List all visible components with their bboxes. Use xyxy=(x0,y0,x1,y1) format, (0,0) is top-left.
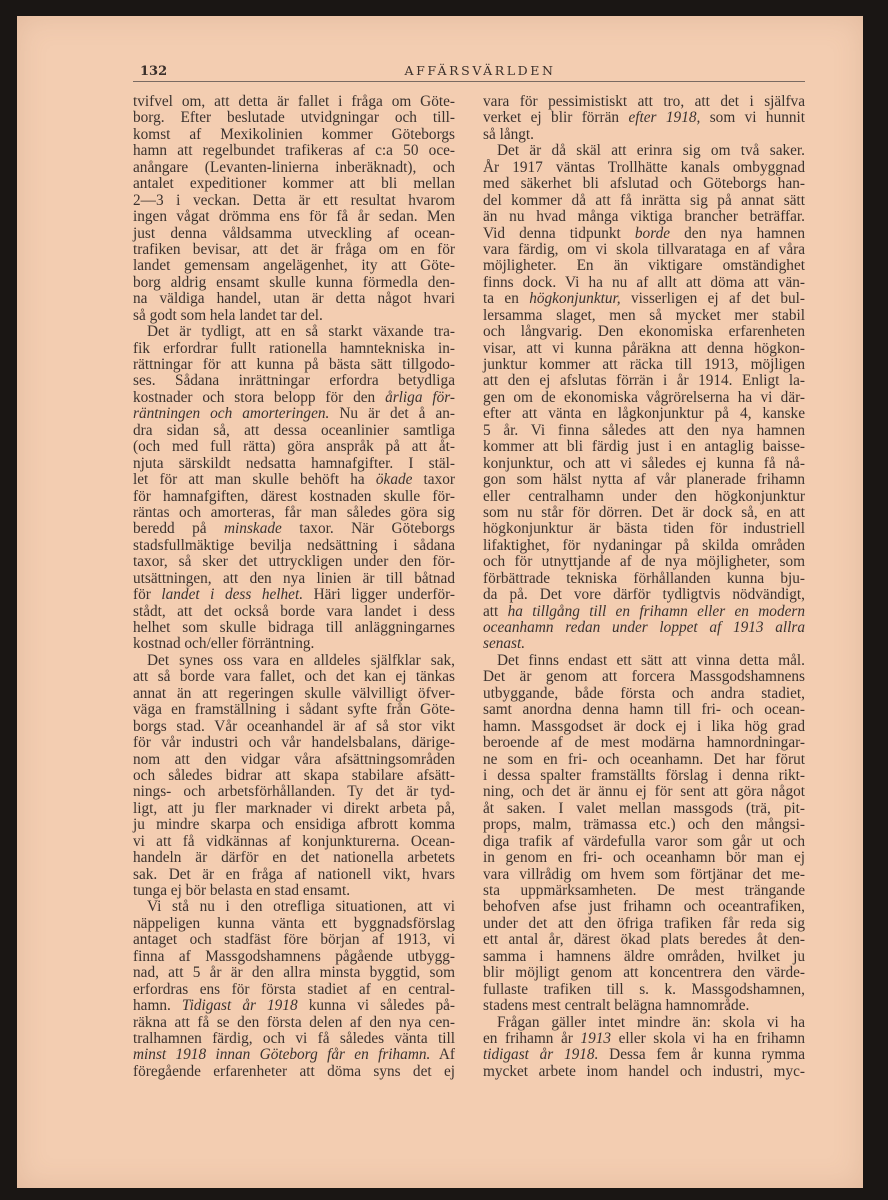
text-run: antalet expeditioner kommer att bli mellan xyxy=(133,175,455,193)
text-run: ligt, att ju fler marknader vi direkt arbeta på, xyxy=(133,799,455,817)
text-line xyxy=(483,406,805,422)
text-run: handeln är därför en det nationella arbetets xyxy=(133,849,455,867)
italic-run: högkonjunktur, xyxy=(529,290,621,308)
text-line xyxy=(483,768,805,784)
text-line xyxy=(133,258,455,274)
text-run: beroende af de mest modärna hamnordningar- xyxy=(483,734,805,752)
text-run: efter att vänta en lågkonjunktur på 4, kanske xyxy=(483,405,805,423)
text-run: vara villrådig om hvem som förtjänar det me- xyxy=(483,865,805,883)
text-run: in genom en fri- och oceanhamn bör man ej xyxy=(483,849,805,867)
text-run: vara för pessimistiskt att tro, att det i själfva xyxy=(483,93,805,110)
text-run: att så borde vara fallet, och det kan ej tänkas xyxy=(133,668,455,686)
text-run: kommer att bli färdig just i en antaglig baisse- xyxy=(483,438,805,456)
text-run: stadens mest centralt belägna hamnområde. xyxy=(483,997,750,1015)
text-line xyxy=(483,291,805,307)
text-run: kostnad och/eller förräntning. xyxy=(133,635,315,653)
text-line xyxy=(483,258,805,274)
text-line xyxy=(133,669,455,685)
text-line xyxy=(483,324,805,340)
text-line xyxy=(483,636,805,652)
text-run: ne som en fri- och oceanhamn. Det har förut xyxy=(483,750,805,768)
text-line xyxy=(133,636,455,652)
text-line xyxy=(483,686,805,702)
text-run: Det är då skäl att erinra sig om två saker. xyxy=(497,142,805,160)
text-line xyxy=(483,604,805,620)
text-line xyxy=(133,489,455,505)
text-line xyxy=(133,209,455,225)
text-line xyxy=(483,949,805,965)
text-run: taxor. När Göteborgs xyxy=(281,520,455,538)
text-run: för vår industri och vår handelsbalans, därige- xyxy=(133,734,455,752)
text-line xyxy=(483,817,805,833)
text-run: annat än att regeringen skulle välvilligt öfver- xyxy=(133,684,455,702)
text-run: behofven afse just frihamn och oceantrafiken, xyxy=(483,898,805,916)
text-line xyxy=(483,143,805,159)
text-line xyxy=(133,242,455,258)
text-line xyxy=(483,505,805,521)
text-line xyxy=(483,620,805,636)
text-line xyxy=(133,883,455,899)
text-run: trafiken bevisar, att det är fråga om en för xyxy=(133,240,455,258)
text-run: näppeligen kunna vänta ett byggnadsförslag xyxy=(133,914,455,932)
text-line xyxy=(483,341,805,357)
text-line xyxy=(133,127,455,143)
text-line xyxy=(133,94,455,110)
text-line xyxy=(483,899,805,915)
text-line xyxy=(133,752,455,768)
header-rule xyxy=(133,81,805,82)
text-run: (och med full rätta) göra anspråk på att åt- xyxy=(133,438,455,456)
text-line xyxy=(133,571,455,587)
text-line xyxy=(483,834,805,850)
text-run: högkonjunktur är bästa tiden för industriell xyxy=(483,520,805,538)
running-header-title: AFFÄRSVÄRLDEN xyxy=(404,63,556,78)
text-line xyxy=(483,110,805,126)
text-line xyxy=(483,653,805,669)
text-run: beredd på xyxy=(133,520,224,538)
text-run: Vi stå nu i den otrefliga situationen, att vi xyxy=(147,898,455,916)
text-run: ett antal år, därest ökad plats beredes åt den- xyxy=(483,931,805,949)
text-line xyxy=(133,834,455,850)
text-run: vara färdig, om vi skola tillvarataga en af våra xyxy=(483,240,805,258)
text-run: finns dock. Vi ha nu af allt att döma att vän- xyxy=(483,273,805,291)
text-line xyxy=(483,193,805,209)
text-line xyxy=(483,538,805,554)
text-run: den nya hamnen xyxy=(670,224,805,242)
text-run: Det är tydligt, att en så starkt växande tra- xyxy=(147,323,455,341)
text-run: da på. Det vore därför tydligtvis nödvändigt, xyxy=(483,586,805,604)
text-line xyxy=(483,883,805,899)
text-run: props, malm, trämassa etc.) och den mångsi- xyxy=(483,816,805,834)
text-line xyxy=(133,932,455,948)
text-run: räkna att få se den första delen af den nya cen- xyxy=(133,1013,455,1031)
text-run: ta en xyxy=(483,290,530,308)
text-line xyxy=(483,1031,805,1047)
text-run: Nu är det å an- xyxy=(329,405,455,423)
text-line xyxy=(133,439,455,455)
text-run: för xyxy=(133,586,162,604)
text-run: Frågan gäller intet mindre än: skola vi ha xyxy=(497,1013,805,1031)
text-run: blir möjligt genom att koncentrera den värde- xyxy=(483,964,805,982)
italic-run: minskade xyxy=(224,520,282,538)
text-run: ingen vågat drömma ens för få år sedan. Men xyxy=(133,208,455,226)
text-line xyxy=(133,1015,455,1031)
text-line xyxy=(133,850,455,866)
text-line xyxy=(483,669,805,685)
text-run: kunna vi således på- xyxy=(297,997,455,1015)
text-line xyxy=(483,472,805,488)
italic-run: borde xyxy=(634,224,671,242)
text-line xyxy=(483,982,805,998)
text-line xyxy=(133,1047,455,1063)
text-run: erfordras ens för första stadiet af en central- xyxy=(133,980,455,998)
text-run: samt anordna denna hamn till fri- och ocean- xyxy=(483,701,805,719)
text-run: tvifvel om, att detta är fallet i fråga om Göte- xyxy=(133,93,455,110)
text-line xyxy=(133,686,455,702)
text-line xyxy=(483,226,805,242)
text-run: nad, att 5 år är den allra minsta byggtid, som xyxy=(133,964,455,982)
text-run: rättningar för att kunna på bästa sätt tillgodo- xyxy=(133,356,455,373)
text-run: njuta särskildt nedsatta hamnafgifter. I stäl- xyxy=(133,454,455,472)
italic-run: minst 1918 innan Göteborg får en frihamn. xyxy=(133,1046,431,1064)
text-run: för hamnafgiften, därest kostnaden skulle för- xyxy=(133,487,455,505)
text-run: lifaktighet, för nydaningar på skilda områden xyxy=(483,536,805,554)
text-run: landet gemensam angelägenhet, ity att Göte- xyxy=(133,257,455,275)
text-line xyxy=(483,94,805,110)
text-run: diga trafik af värdefulla varor som går ut och xyxy=(483,832,805,850)
text-line xyxy=(483,998,805,1014)
text-run: borgs stad. Vår oceanhandel är af så stor vikt xyxy=(133,717,455,735)
text-line xyxy=(133,949,455,965)
text-run: och långvarig. Den ekonomiska erfarenheten xyxy=(483,323,805,341)
text-line xyxy=(133,472,455,488)
text-run: som vi hunnit xyxy=(700,109,806,127)
text-run: Det finns endast ett sätt att vinna detta mål. xyxy=(497,651,805,669)
text-run: och för utnyttjande af de nya möjligheter, som xyxy=(483,553,805,571)
text-line xyxy=(133,587,455,603)
text-run: Det är genom att forcera Massgodshamnens xyxy=(483,668,805,686)
text-run: borg. Efter beslutade utvidgningar och till- xyxy=(133,109,455,127)
text-run: sak. Det är en fråga af nationell vikt, hvars xyxy=(133,865,455,883)
text-line xyxy=(133,275,455,291)
italic-run: ha tillgång till en frihamn eller en modern xyxy=(507,602,805,620)
text-run: del kommer då att få inrätta sig på annat sätt xyxy=(483,191,805,209)
italic-run: Tidigast år 1918 xyxy=(181,997,298,1015)
text-run: gen om de ekonomiska vågrörelserna ha vi där- xyxy=(483,388,805,406)
text-run: dra sidan så, att dessa oceanlinier samtliga xyxy=(133,421,455,439)
text-run: tralhamnen färdig, och vi få således vänta till xyxy=(133,1029,455,1047)
text-run: eller centralhamn under den högkonjunktur xyxy=(483,487,805,505)
italic-run: oceanhamn redan under loppet af 1913 allra xyxy=(483,619,805,636)
text-run: under det att den öfriga trafiken får reda sig xyxy=(483,914,805,932)
text-run: visserligen ej af det bul- xyxy=(620,290,805,308)
text-run: vi att få vidkännas af konjunkturerna. Ocean- xyxy=(133,832,455,850)
text-line xyxy=(483,719,805,735)
page-number: 132 xyxy=(140,64,168,79)
text-line xyxy=(483,801,805,817)
italic-run: senast. xyxy=(483,635,526,653)
italic-run: tidigast år 1918. xyxy=(483,1046,599,1064)
text-line xyxy=(483,160,805,176)
text-line xyxy=(483,554,805,570)
text-run: Af xyxy=(430,1046,455,1064)
text-run: Häri ligger underför- xyxy=(303,586,455,604)
text-line xyxy=(133,965,455,981)
text-run: borg aldrig ensamt skulle kunna förmedla den- xyxy=(133,273,455,291)
text-run: helhet som skulle bidraga till anläggningarnes xyxy=(133,619,455,636)
text-line xyxy=(483,1015,805,1031)
text-run: ning, och det är ännu ej för sent att göra något xyxy=(483,783,805,801)
text-run: utsättningen, att den nya linien är till båtnad xyxy=(133,569,455,587)
text-line xyxy=(483,357,805,373)
text-line xyxy=(133,193,455,209)
text-run: taxor xyxy=(412,471,455,489)
text-line xyxy=(133,291,455,307)
text-run: en frihamn år xyxy=(483,1029,581,1047)
text-line xyxy=(133,505,455,521)
italic-run: efter 1918, xyxy=(628,109,701,127)
text-line xyxy=(133,160,455,176)
text-run: hamn. Massgodset är dock ej i lika hög grad xyxy=(483,717,805,735)
text-line xyxy=(483,373,805,389)
text-run: kostnader och stora belopp för den xyxy=(133,388,386,406)
text-line xyxy=(483,1064,805,1080)
text-run: mycket arbete inom handel och industri, myc- xyxy=(483,1062,805,1080)
text-run: lersamma slaget, men så mycket mer stabil xyxy=(483,306,805,324)
text-run: förbättrade tekniska förhållanden kunna bju- xyxy=(483,569,805,587)
text-run: hamn. xyxy=(133,997,182,1015)
text-run: visar, att vi kunna påräkna att denna högkon- xyxy=(483,339,805,357)
italic-run: 1913 xyxy=(580,1029,612,1047)
text-run: 2—3 i veckan. Detta är ett resultat hvarom xyxy=(133,191,455,209)
text-line xyxy=(133,341,455,357)
text-line xyxy=(483,752,805,768)
text-line xyxy=(483,423,805,439)
text-line xyxy=(133,735,455,751)
text-line xyxy=(133,110,455,126)
text-line xyxy=(133,176,455,192)
text-line xyxy=(133,308,455,324)
text-line xyxy=(483,209,805,225)
text-run: År 1917 väntas Trollhätte kanals ombyggnad xyxy=(483,158,805,176)
text-line xyxy=(483,587,805,603)
text-line xyxy=(133,1031,455,1047)
text-run: än nu hvad många viktiga brancher beträffar. xyxy=(483,208,805,226)
text-run: Det synes oss vara en alldeles själfklar sak, xyxy=(147,651,455,669)
text-run: na väldiga handel, utan är detta något hvari xyxy=(133,290,455,308)
text-run: samma i hamnens äldre områden, hvilket ju xyxy=(483,947,805,965)
text-run: ju mindre skarpa och ensidiga afbrott komma xyxy=(133,816,455,834)
text-line xyxy=(133,423,455,439)
text-run: att xyxy=(483,602,508,620)
text-line xyxy=(133,554,455,570)
text-line xyxy=(133,784,455,800)
text-run: Dessa fem år kunna rymma xyxy=(598,1046,806,1064)
text-run: ses. Sådana inrättningar erfordra betydliga xyxy=(133,372,455,390)
text-run: verket ej blir förrän xyxy=(483,109,629,127)
text-run: just denna våldsamma utveckling af ocean- xyxy=(133,224,455,242)
text-run: tunga ej bör belasta en stad ensamt. xyxy=(133,882,351,899)
text-line xyxy=(133,521,455,537)
text-run: räntas och amorteras, får man således göra sig xyxy=(133,503,455,521)
text-run: eller skola vi ha en frihamn xyxy=(611,1029,806,1047)
text-line xyxy=(483,1047,805,1063)
text-line xyxy=(133,604,455,620)
text-line xyxy=(133,406,455,422)
text-line xyxy=(483,932,805,948)
text-line xyxy=(133,801,455,817)
text-run: anångare (Levanten-linierna inberäknadt), och xyxy=(133,158,455,176)
italic-run: landet i dess helhet. xyxy=(161,586,304,604)
italic-run: ökade xyxy=(375,471,413,489)
text-run: 5 år. Vi finna således att den nya hamnen xyxy=(483,421,805,439)
text-run: antaget och stadfäst före början af 1913, vi xyxy=(133,931,455,949)
text-line xyxy=(483,735,805,751)
text-run: och således bidrar att skapa stabilare afsätt- xyxy=(133,766,455,784)
text-run: så långt. xyxy=(483,125,534,143)
text-line xyxy=(483,489,805,505)
text-line xyxy=(133,1064,455,1080)
text-line xyxy=(133,867,455,883)
text-run: junktur kommer att räcka till 1913, möjligen xyxy=(483,356,805,373)
text-line xyxy=(133,143,455,159)
text-column-right xyxy=(483,94,805,1080)
text-run: let för att man skulle behöft ha xyxy=(133,471,376,489)
text-run: fullaste trafiken till s. k. Massgodshamnen, xyxy=(483,980,805,998)
text-line xyxy=(483,275,805,291)
text-run: så godt som hela landet tar del. xyxy=(133,306,323,324)
text-line xyxy=(483,571,805,587)
text-run: finna af Massgodshamnens pågående utbygg- xyxy=(133,947,455,965)
text-line xyxy=(483,784,805,800)
text-line xyxy=(483,176,805,192)
text-line xyxy=(133,768,455,784)
text-line xyxy=(483,308,805,324)
italic-run: årliga för- xyxy=(385,388,455,406)
text-line xyxy=(133,982,455,998)
text-line xyxy=(133,998,455,1014)
text-line xyxy=(133,373,455,389)
text-line xyxy=(483,456,805,472)
text-run: stådt, att det också borde vara landet i dess xyxy=(133,602,455,620)
text-run: att den ej afslutas förrän i år 1914. Enligt la- xyxy=(483,372,805,390)
text-line xyxy=(483,390,805,406)
text-run: konjunktur, och att vi således ej kunna få nå- xyxy=(483,454,805,472)
text-line xyxy=(483,867,805,883)
text-run: fik erfordrar fullt rationella hamntekniska in- xyxy=(133,339,455,357)
text-line xyxy=(133,456,455,472)
text-line xyxy=(483,127,805,143)
text-line xyxy=(133,538,455,554)
text-run: nings- och arbetsförhållanden. Ty det är tyd- xyxy=(133,783,455,801)
text-run: föregående erfarenheter att döma syns det ej xyxy=(133,1062,455,1080)
text-line xyxy=(133,357,455,373)
text-run: som nu står för dörren. Det är dock så, en att xyxy=(483,503,805,521)
text-line xyxy=(483,965,805,981)
text-run: möjligheter. En än viktigare omständighet xyxy=(483,257,805,275)
text-line xyxy=(483,242,805,258)
text-run: utbyggande, både första och andra stadiet, xyxy=(483,684,805,702)
text-line xyxy=(133,653,455,669)
text-line xyxy=(483,521,805,537)
text-run: komst af Mexikolinien kommer Göteborgs xyxy=(133,125,455,143)
text-run: taxor, så sker det uttryckligen under den för- xyxy=(133,553,455,571)
text-line xyxy=(133,899,455,915)
text-run: med säkerhet bli afslutad och Göteborgs han- xyxy=(483,175,805,193)
text-line xyxy=(133,916,455,932)
text-line xyxy=(133,390,455,406)
text-line xyxy=(483,439,805,455)
text-line xyxy=(133,226,455,242)
text-line xyxy=(133,324,455,340)
text-line xyxy=(483,702,805,718)
text-line xyxy=(483,916,805,932)
text-run: åt saken. I valet mellan massgods (trä, pit- xyxy=(483,799,805,817)
text-line xyxy=(133,702,455,718)
text-line xyxy=(133,817,455,833)
text-run: väga en framställning i sådant syfte från Göte- xyxy=(133,701,455,719)
text-run: Vid denna tidpunkt xyxy=(483,224,635,242)
italic-run: räntningen och amorteringen. xyxy=(133,405,330,423)
text-run: i dessa spalter framställts förslag i denna rikt- xyxy=(483,766,805,784)
text-run: hamn att regelbundet trafikeras af c:a 50 oce- xyxy=(133,142,455,160)
text-line xyxy=(483,850,805,866)
text-run: gon som hälst nytta af vår planerade frihamn xyxy=(483,471,805,489)
text-line xyxy=(133,620,455,636)
text-run: nom att den vidgar våra afsättningsområden xyxy=(133,750,455,768)
text-run: sta uppmärksamheten. De mest trängande xyxy=(483,882,805,899)
text-column-left xyxy=(133,94,455,1080)
text-line xyxy=(133,719,455,735)
text-run: stadsfullmäktige bevilja nedsättning i sådana xyxy=(133,536,455,554)
